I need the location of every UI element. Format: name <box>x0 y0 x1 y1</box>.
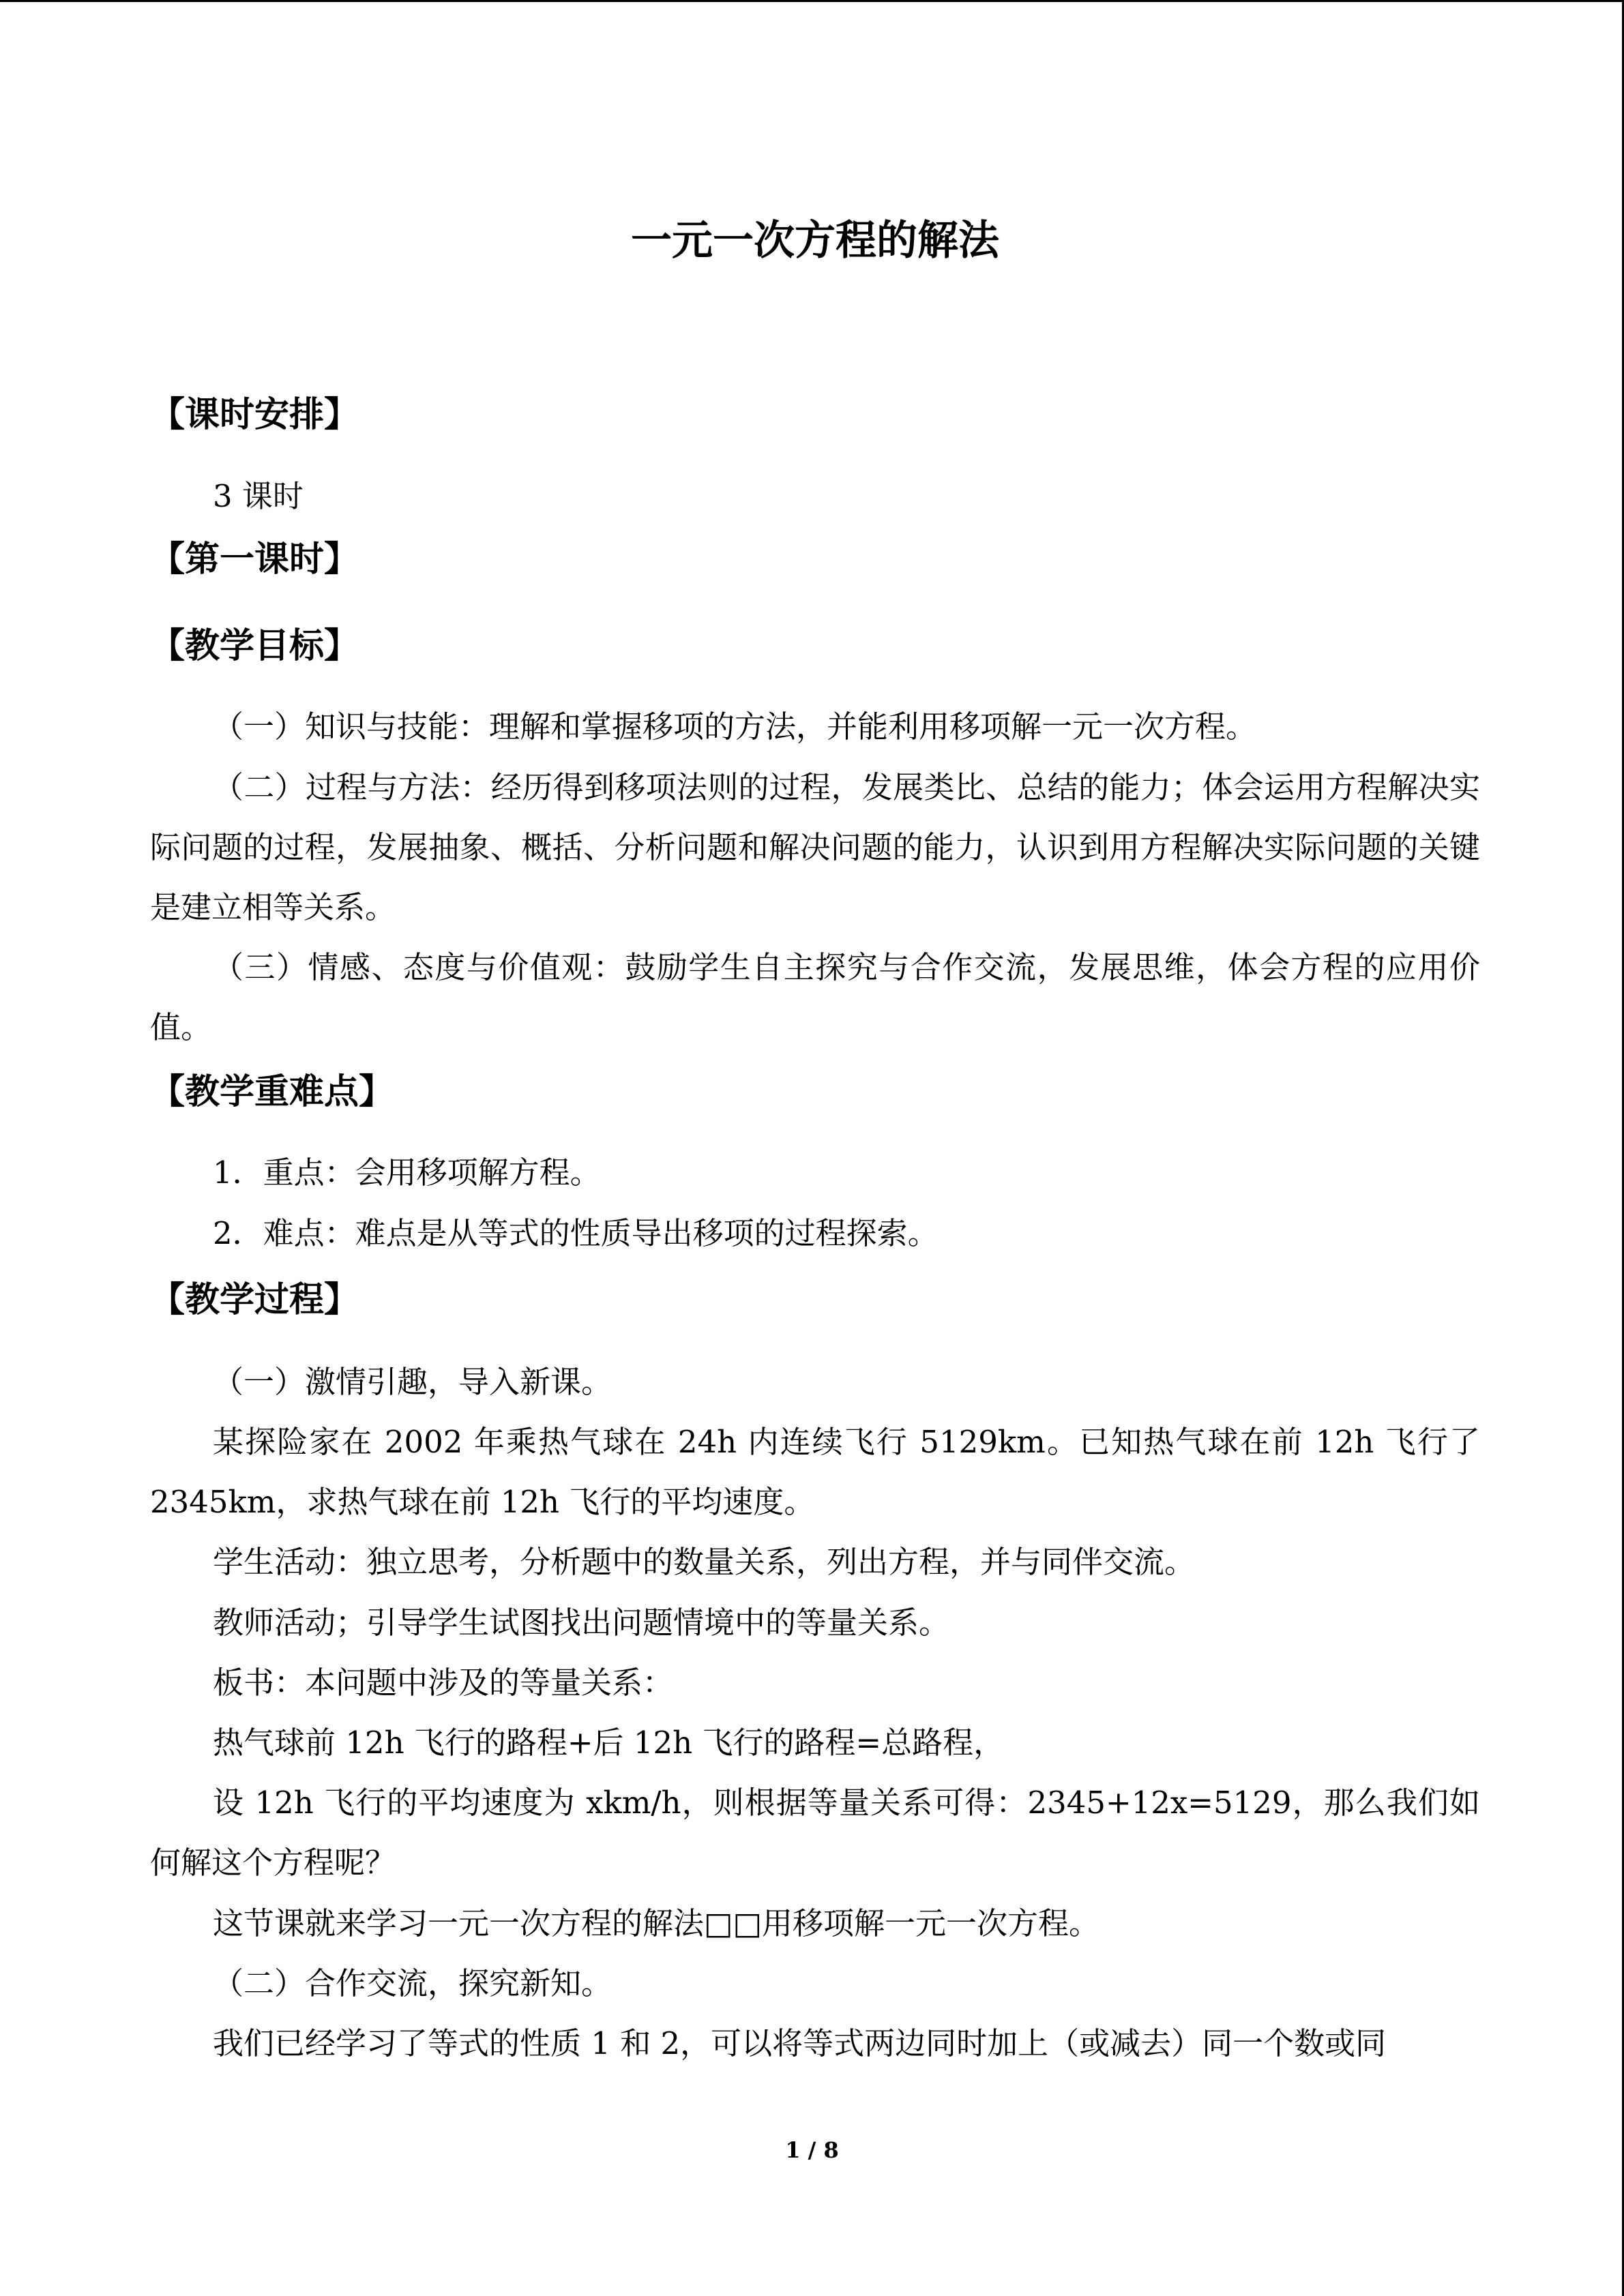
process-explore-title: （二）合作交流，探究新知。 <box>213 1965 612 2001</box>
process-equation-relation: 热气球前 12h 飞行的路程+后 12h 飞行的路程=总路程， <box>213 1725 1005 1761</box>
keypoint-focus: 1．重点：会用移项解方程。 <box>213 1154 601 1191</box>
process-board-note: 板书：本问题中涉及的等量关系： <box>213 1665 674 1701</box>
process-intro-title: （一）激情引趣，导入新课。 <box>213 1364 612 1400</box>
process-equation-setup: 设 12h 飞行的平均速度为 xkm/h，则根据等量关系可得：2345+12x=5129，那么我们如何解这个方程呢？ <box>150 1785 1480 1881</box>
schedule-text: 3 课时 <box>213 478 304 514</box>
page-border-top <box>0 0 1624 2</box>
process-student-activity: 学生活动：独立思考，分析题中的数量关系，列出方程，并与同伴交流。 <box>213 1544 1196 1580</box>
heading-process: 【教学过程】 <box>150 1279 359 1320</box>
process-lesson-topic: 这节课就来学习一元一次方程的解法□□用移项解一元一次方程。 <box>213 1905 1100 1941</box>
heading-lesson-1: 【第一课时】 <box>150 539 359 580</box>
process-problem: 某探险家在 2002 年乘热气球在 24h 内连续飞行 5129km。已知热气球在前 12h 飞行了 2345km，求热气球在前 12h 飞行的平均速度。 <box>150 1424 1480 1520</box>
document-title: 一元一次方程的解法 <box>631 217 999 265</box>
heading-keypoints: 【教学重难点】 <box>150 1071 394 1112</box>
page-number: 1 / 8 <box>785 2137 839 2163</box>
heading-schedule: 【课时安排】 <box>150 394 359 435</box>
goal-process: （二）过程与方法：经历得到移项法则的过程，发展类比、总结的能力；体会运用方程解决实际问题的过程，发展抽象、概括、分析问题和解决问题的能力，认识到用方程解决实际问题的关键是建立相等关系。 <box>150 769 1480 925</box>
heading-goals: 【教学目标】 <box>150 625 359 666</box>
process-explore-text: 我们已经学习了等式的性质 1 和 2，可以将等式两边同时加上（或减去）同一个数或同 <box>213 2025 1387 2061</box>
goal-emotion: （三）情感、态度与价值观：鼓励学生自主探究与合作交流，发展思维，体会方程的应用价值。 <box>150 949 1480 1045</box>
goal-knowledge: （一）知识与技能：理解和掌握移项的方法，并能利用移项解一元一次方程。 <box>213 709 1257 745</box>
keypoint-difficulty: 2．难点：难点是从等式的性质导出移项的过程探索。 <box>213 1215 939 1251</box>
process-teacher-activity: 教师活动；引导学生试图找出问题情境中的等量关系。 <box>213 1605 950 1641</box>
